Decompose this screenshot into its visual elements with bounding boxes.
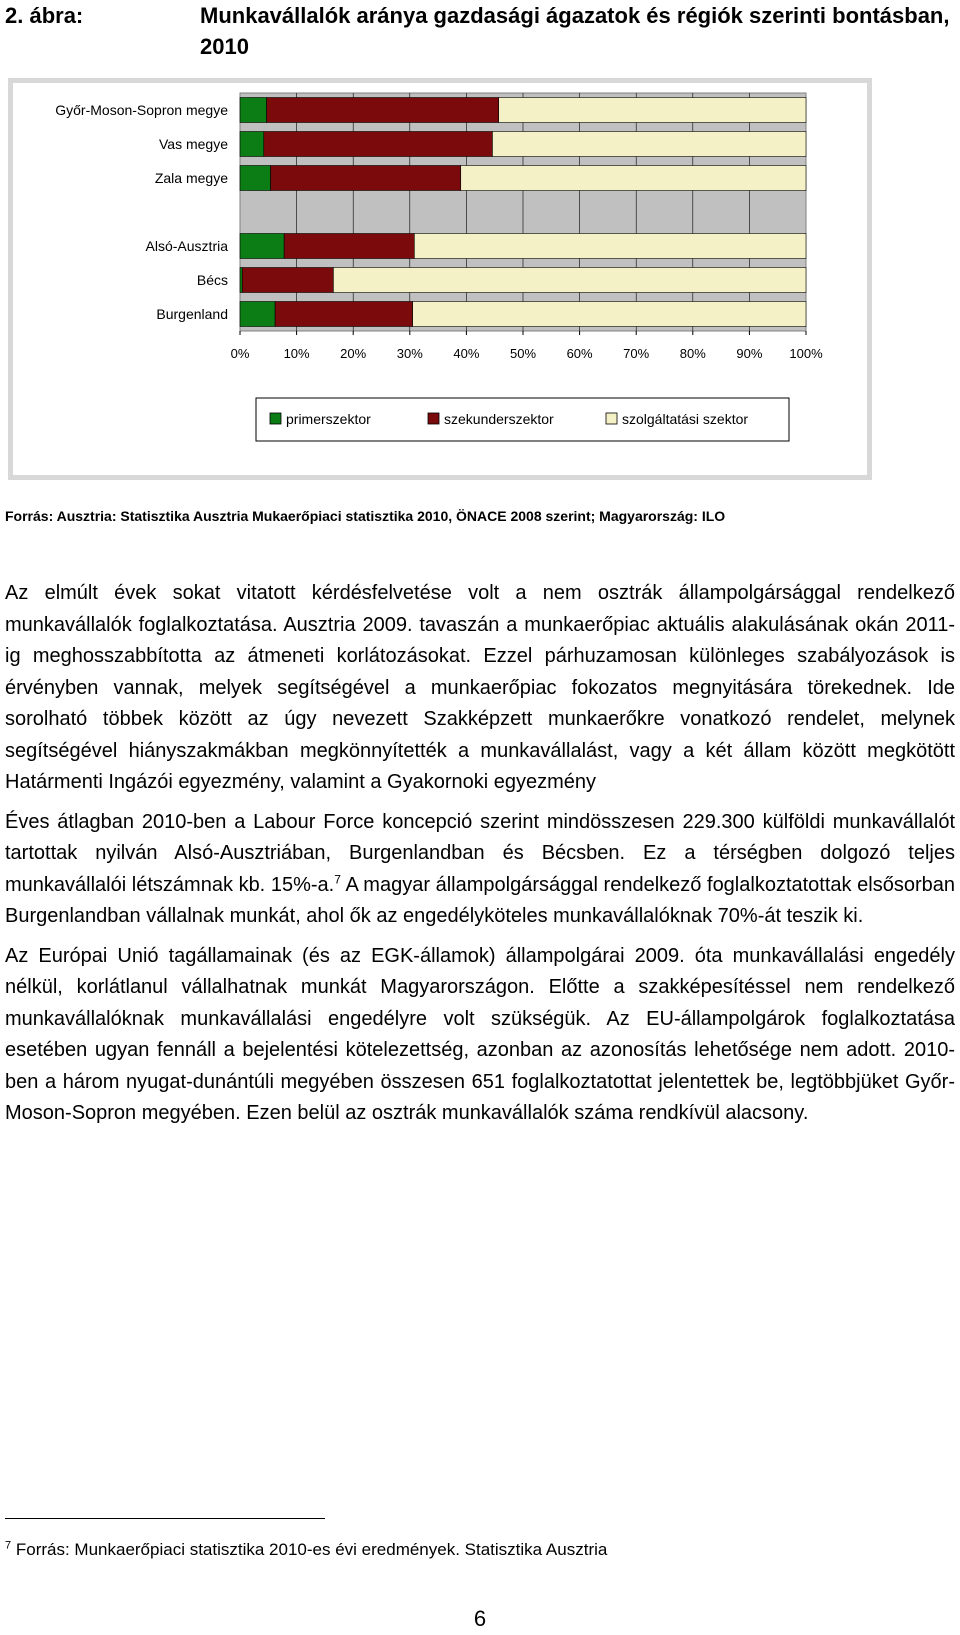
x-tick-label: 90% [736,346,763,361]
legend-swatch [606,413,617,424]
legend-label: szolgáltatási szektor [622,411,749,427]
legend-label: primerszektor [286,411,371,427]
x-tick-label: 30% [396,346,423,361]
paragraph-2-text-before: Éves átlagban 2010-ben a Labour Force koncepció szerint mindösszesen 229.300 külföldi munkavállalót tartottak nyilván Alsó-Ausztriában, Burgenlandban és Bécsben. Ez a térségben dolgozó teljes munkavállalói létszámnak kb. 15%-a. [5,810,955,896]
x-tick-label: 10% [283,346,310,361]
category-label: Győr-Moson-Sopron megye [55,102,228,118]
footnote-divider [5,1518,325,1519]
figure-title: Munkavállalók aránya gazdasági ágazatok és régiók szerinti bontásban, 2010 [200,3,950,59]
x-tick-label: 0% [230,346,250,361]
bar-segment [284,234,414,259]
category-label: Bécs [196,272,228,288]
x-tick-label: 40% [453,346,480,361]
stacked-bar-chart [13,83,867,475]
bar-segment [271,166,461,191]
bar-segment [240,166,271,191]
legend-swatch [270,413,281,424]
paragraph-1: Az elmúlt évek sokat vitatott kérdésfelvetése volt a nem osztrák állampolgársággal rendelkező munkavállalók foglalkoztatása. Ausztria 2009. tavaszán a munkaerőpiac aktuális alakulásának okán 2011-ig meghosszabbította az átmeneti korlátozásokat. Ezzel párhuzamosan különleges szabályozások is érvényben vannak, melyek segítségével a munkaerőpiac fokozatos megnyitására törekednek. Ide sorolható többek között az úgy nevezett Szakképzett munkaerőkre vonatkozó rendelet, melynek segítségével hiányszakmákban megkönnyítették a munkavállalást, vagy a két állam között megkötött Határmenti Ingázói egyezmény, valamint a Gyakornoki egyezmény [5,582,955,793]
bar-segment [461,166,806,191]
category-label: Alsó-Ausztria [145,238,228,254]
legend-label: szekunderszektor [444,411,554,427]
category-label: Vas megye [159,136,228,152]
paragraph-2-text-after: A magyar állampolgársággal rendelkező foglalkoztatottak elsősorban Burgenlandban vállalnak munkát, ahol ők az engedélyköteles munkavállalóknak 70%-át teszik ki. [5,873,955,927]
figure-label: 2. ábra: [5,3,84,28]
x-tick-label: 80% [679,346,706,361]
bar-segment [264,132,493,157]
bar-segment [240,132,264,157]
footnote [5,1538,607,1562]
x-tick-label: 100% [789,346,823,361]
body-text [5,578,955,1138]
x-tick-label: 70% [623,346,650,361]
category-label: Burgenland [156,306,228,322]
x-tick-label: 20% [340,346,367,361]
chart-frame [8,78,872,480]
page-number: 6 [473,1606,487,1631]
paragraph-2 [5,807,955,933]
bar-segment [242,268,333,293]
bar-segment [240,234,284,259]
bar-segment [333,268,806,293]
source-note: Forrás: Ausztria: Statisztika Ausztria Mukaerőpiaci statisztika 2010, ÖNACE 2008 szerint; Magyarország: ILO [5,508,726,524]
legend-swatch [428,413,439,424]
bar-segment [240,302,275,327]
category-label: Zala megye [154,170,228,186]
bar-segment [414,234,806,259]
bar-segment [275,302,413,327]
x-tick-label: 50% [509,346,537,361]
paragraph-3: Az Európai Unió tagállamainak (és az EGK-államok) állampolgárai 2009. óta munkavállalási engedély nélkül, korlátlanul vállalhatnak munkát Magyarországon. Előtte a szakképesítéssel nem rendelkező munkavállalóknak munkavállalási engedélyre volt szükségük. Az EU-állampolgárok foglalkoztatása esetében ugyan fennáll a bejelentési kötelezettség, azonban az azonosítás lehetősége nem adott. 2010-ben a három nyugat-dunántúli megyében összesen 651 foglalkoztatottat jelentettek be, legtöbbjüket Győr-Moson-Sopron megyében. Ezen belül az osztrák munkavállalók száma rendkívül alacsony. [5,944,955,1124]
footnote-ref[interactable]: 7 [334,871,341,886]
bar-segment [413,302,806,327]
bar-segment [240,268,242,293]
x-tick-label: 60% [566,346,593,361]
bar-segment [492,132,806,157]
footnote-text: Forrás: Munkaerőpiaci statisztika 2010-es évi eredmények. Statisztika Ausztria [15,1540,608,1559]
bar-segment [499,98,806,123]
bar-segment [240,98,267,123]
footnote-number: 7 [5,1539,12,1552]
bar-segment [267,98,499,123]
